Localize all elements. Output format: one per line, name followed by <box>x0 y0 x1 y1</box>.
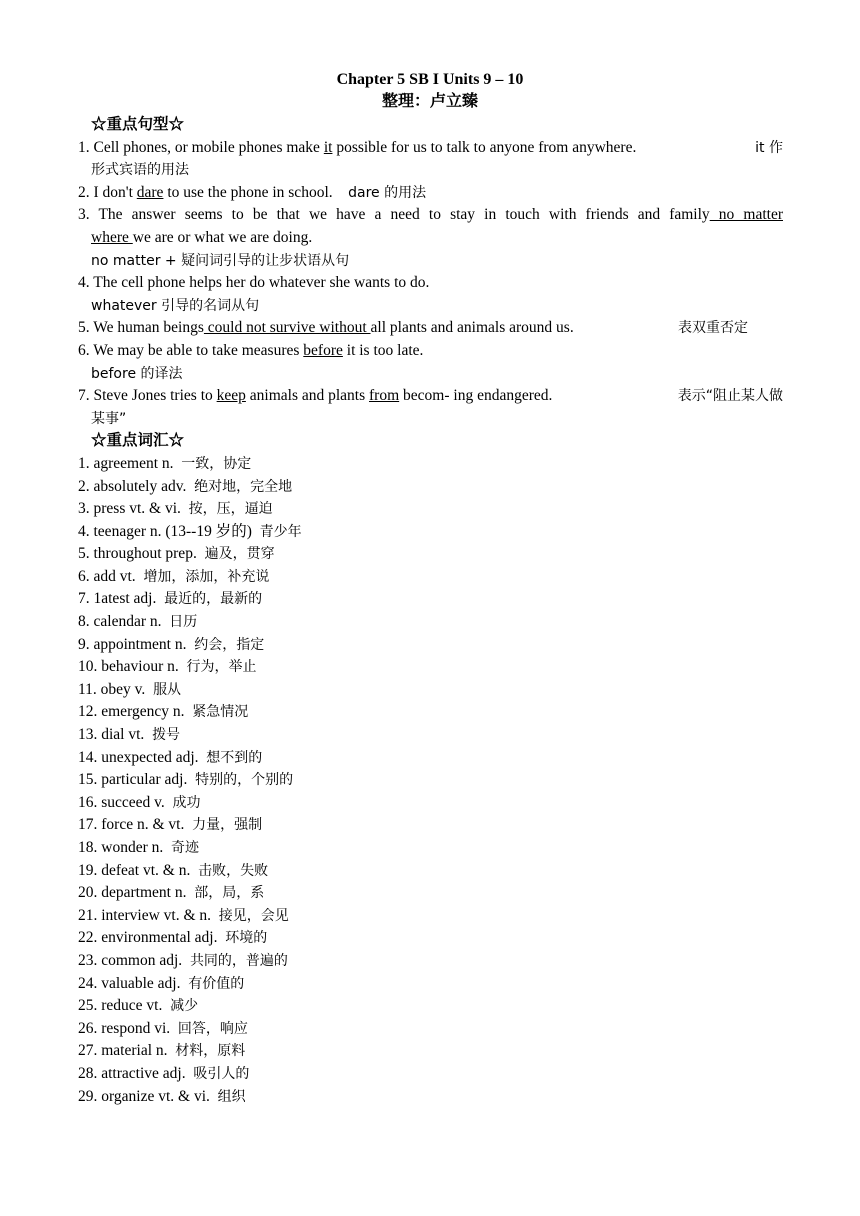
sentence-1-note-cont: 形式宾语的用法 <box>91 162 189 179</box>
vocab-word: 15. particular adj. <box>78 771 188 789</box>
vocab-item <box>78 566 783 589</box>
sentence-5: 5. We human beings could not survive without all plants and animals around us. 表双重否定 <box>78 317 783 340</box>
sentence-7-note: 表示“阻止某人做 <box>677 388 783 405</box>
vocab-word: 23. common adj. <box>78 951 183 969</box>
vocab-meaning: 行为，举止 <box>186 659 257 676</box>
vocab-word: 5. throughout prep. <box>78 545 197 563</box>
vocab-word: 12. emergency n. <box>78 703 185 721</box>
sentence-1-underline: it <box>323 138 333 156</box>
vocab-word: 1. agreement n. <box>78 454 174 472</box>
vocab-meaning: 击败，失败 <box>198 862 269 879</box>
vocab-item <box>78 679 783 702</box>
sentence-2: 2. I don't dare to use the phone in school. dare 的用法 <box>78 183 427 201</box>
vocab-item <box>78 701 783 724</box>
sentence-7: 7. Steve Jones tries to keep animals and plants from becom- ing endangered. 表示“阻止某人做 <box>78 385 783 408</box>
sentence-7-underline-keep: keep <box>216 387 246 405</box>
vocab-meaning: 部，局，系 <box>194 885 265 902</box>
sentence-3: 3. The answer seems to be that we have a need to stay in touch with friends and family no matter <box>78 206 783 224</box>
vocab-item <box>78 634 783 657</box>
vocab-meaning: 增加，添加，补充说 <box>143 568 270 585</box>
sentence-2-underline: dare <box>136 183 164 201</box>
sentence-1-note: it 作 <box>755 139 783 156</box>
vocab-meaning: 最近的，最新的 <box>164 591 263 608</box>
vocab-item <box>78 498 783 521</box>
vocab-word: 18. wonder n. <box>78 839 164 856</box>
vocab-item <box>78 814 783 837</box>
vocab-word: 11. obey v. <box>78 680 146 698</box>
vocab-meaning: 组织 <box>217 1088 246 1105</box>
sentence-2-note: dare 的用法 <box>348 184 427 201</box>
vocab-item <box>78 1018 783 1041</box>
vocab-item <box>78 837 783 860</box>
vocab-word: 22. environmental adj. <box>78 929 218 947</box>
vocab-meaning: 吸引人的 <box>193 1065 250 1082</box>
vocab-item <box>78 792 783 815</box>
sentence-3-note: no matter + 疑问词引导的让步状语从句 <box>91 252 350 269</box>
sentence-4: 4. The cell phone helps her do whatever she wants to do. <box>78 274 430 292</box>
vocab-item <box>78 521 783 544</box>
vocab-word: 26. respond vi. <box>78 1019 171 1037</box>
vocab-word: 29. organize vt. & vi. <box>78 1087 210 1105</box>
vocab-meaning: 服从 <box>153 681 182 698</box>
vocab-item <box>78 769 783 792</box>
vocab-word: 7. 1atest adj. <box>78 590 157 608</box>
page-subtitle: 整理：卢立臻 <box>381 93 478 110</box>
sentence-5-underline: could not survive without <box>203 319 371 337</box>
vocab-item <box>78 950 783 973</box>
sentence-7-note-cont: 某事” <box>91 410 127 427</box>
vocab-meaning: 有价值的 <box>188 975 245 992</box>
vocab-meaning: 拨号 <box>152 727 181 744</box>
sentence-6: 6. We may be able to take measures before it is too late. <box>78 341 424 359</box>
vocab-item <box>78 927 783 950</box>
sentence-7-underline-from: from <box>369 387 400 405</box>
sentence-4-note: whatever 引导的名词从句 <box>91 297 260 314</box>
vocab-word: 16. succeed v. <box>78 793 165 811</box>
vocab-item <box>78 1063 783 1086</box>
vocab-word: 21. interview vt. & n. <box>78 906 212 924</box>
vocab-meaning: 青少年 <box>259 523 302 540</box>
vocab-item <box>78 995 783 1018</box>
sentence-6-underline: before <box>303 341 343 359</box>
vocab-item <box>78 588 783 611</box>
document-body <box>78 114 783 1108</box>
vocab-item <box>78 453 783 476</box>
vocab-item <box>78 656 783 679</box>
vocab-item <box>78 476 783 499</box>
vocab-item <box>78 905 783 928</box>
vocab-meaning: 共同的，普遍的 <box>189 952 288 969</box>
vocab-item <box>78 1086 783 1109</box>
vocab-word: 20. department n. <box>78 884 187 902</box>
vocab-meaning: 特别的，个别的 <box>195 772 294 789</box>
vocab-meaning: 奇迹 <box>171 840 199 856</box>
vocab-word: 28. attractive adj. <box>78 1064 186 1082</box>
vocab-item <box>78 724 783 747</box>
vocab-item <box>78 882 783 905</box>
vocab-word: 13. dial vt. <box>78 726 145 744</box>
vocab-word: 25. reduce vt. <box>78 997 163 1015</box>
vocab-word: 10. behaviour n. <box>78 658 179 676</box>
vocab-meaning: 减少 <box>170 998 199 1015</box>
page-title: Chapter 5 SB I Units 9 – 10 <box>336 71 524 88</box>
vocab-list <box>78 453 783 1108</box>
vocab-meaning: 按，压，逼迫 <box>188 501 273 518</box>
vocab-word: 27. material n. <box>78 1042 168 1060</box>
sentence-3-underline: no matter <box>709 206 783 224</box>
vocab-meaning: 想不到的 <box>206 749 263 766</box>
vocab-word: 3. press vt. & vi. <box>78 500 181 518</box>
vocab-meaning: 材料，原料 <box>175 1043 246 1060</box>
vocab-meaning: 环境的 <box>225 930 268 947</box>
vocab-meaning: 一致，协定 <box>181 455 252 472</box>
vocab-word: 19. defeat vt. & n. <box>78 861 191 879</box>
vocab-item <box>78 543 783 566</box>
vocab-word: 14. unexpected adj. <box>78 748 199 766</box>
vocab-item <box>78 611 783 634</box>
vocab-item <box>78 747 783 770</box>
vocab-item <box>78 973 783 996</box>
vocab-word: 9. appointment n. <box>78 635 187 653</box>
vocab-meaning: 力量，强制 <box>192 817 263 834</box>
vocab-meaning: 成功 <box>172 794 201 811</box>
vocab-item <box>78 860 783 883</box>
vocab-meaning: 接见，会见 <box>218 907 289 924</box>
vocab-meaning: 约会，指定 <box>194 636 265 653</box>
vocab-word: 2. absolutely adv. <box>78 477 187 495</box>
vocab-word: 4. teenager n. (13--19 岁的) <box>78 522 252 540</box>
sentence-3-cont: where we are or what we are doing. <box>91 228 313 246</box>
vocab-meaning: 紧急情况 <box>192 704 249 721</box>
sentence-5-note: 表双重否定 <box>678 320 748 337</box>
sentence-6-note: before 的译法 <box>91 365 183 382</box>
sentence-1: 1. Cell phones, or mobile phones make it possible for us to talk to anyone from anywhere. it 作 <box>78 137 783 160</box>
vocab-word: 6. add vt. <box>78 567 136 585</box>
vocab-word: 24. valuable adj. <box>78 974 181 992</box>
vocab-heading: ☆重点词汇☆ <box>91 432 185 450</box>
vocab-meaning: 绝对地，完全地 <box>194 478 293 495</box>
vocab-meaning: 日历 <box>169 614 198 631</box>
vocab-meaning: 回答，响应 <box>177 1020 248 1037</box>
sentences-heading: ☆重点句型☆ <box>91 116 185 133</box>
vocab-word: 17. force n. & vt. <box>78 816 185 834</box>
vocab-meaning: 遍及，贯穿 <box>204 546 275 563</box>
vocab-word: 8. calendar n. <box>78 613 162 631</box>
vocab-item <box>78 1040 783 1063</box>
